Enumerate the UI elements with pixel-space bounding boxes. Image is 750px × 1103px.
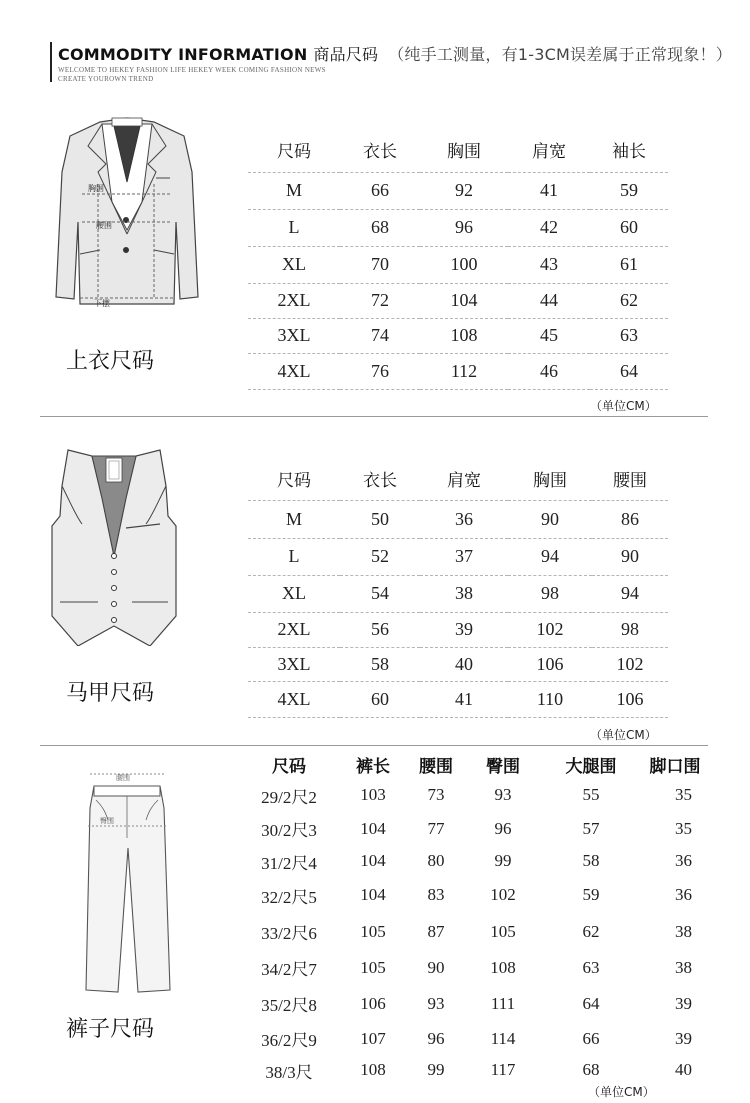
table-row (248, 209, 668, 246)
value-cell: 40 (420, 647, 508, 681)
value-cell: 104 (360, 818, 386, 838)
jacket-waist-label: 腰围 (96, 221, 112, 230)
value-cell: 93 (494, 785, 512, 804)
value-cell: 102 (592, 647, 668, 681)
table-row (248, 538, 668, 575)
value-cell: 39 (420, 612, 508, 647)
col-header: 臀围 (486, 756, 520, 777)
table-row (240, 985, 710, 1022)
value-cell: 117 (490, 1060, 516, 1079)
size-cell: 4XL (248, 353, 340, 389)
size-cell: L (248, 538, 340, 575)
vest-unit-note: （单位CM） (590, 728, 657, 742)
jacket-unit-note: （单位CM） (590, 399, 657, 413)
value-cell: 106 (592, 681, 668, 717)
value-cell: 87 (427, 921, 445, 941)
value-cell: 104 (360, 851, 386, 870)
value-cell: 66 (340, 172, 420, 209)
size-cell: 36/2尺9 (261, 1031, 317, 1050)
size-cell: 31/2尺4 (261, 853, 317, 873)
value-cell: 108 (420, 318, 508, 353)
size-cell: 33/2尺6 (261, 924, 317, 943)
pants-size-label: 裤子尺码 (66, 1017, 155, 1042)
value-cell: 92 (420, 172, 508, 209)
table-row (240, 812, 710, 845)
size-cell: L (248, 209, 340, 246)
value-cell: 94 (508, 538, 592, 575)
value-cell: 64 (582, 993, 600, 1013)
value-cell: 90 (427, 957, 445, 977)
value-cell: 102 (490, 885, 516, 904)
pants-waist-label: 腰围 (116, 774, 130, 782)
value-cell: 96 (420, 209, 508, 246)
value-cell: 50 (340, 500, 420, 538)
jacket-hem-label: 下摆 (94, 299, 110, 308)
size-cell: 30/2尺3 (261, 821, 317, 840)
value-cell: 105 (360, 957, 386, 977)
size-cell: 34/2尺7 (261, 960, 317, 979)
jacket-illustration (52, 112, 202, 312)
table-row (240, 845, 710, 877)
size-cell: 29/2尺2 (261, 787, 317, 807)
value-cell: 62 (582, 921, 600, 941)
value-cell: 59 (582, 885, 600, 904)
value-cell: 96 (494, 818, 512, 838)
col-header: 衣长 (363, 471, 397, 492)
value-cell: 45 (508, 318, 590, 353)
col-header: 腰围 (613, 471, 647, 492)
value-cell: 108 (360, 1060, 386, 1079)
value-cell: 54 (340, 575, 420, 612)
section-divider (40, 416, 708, 417)
value-cell: 42 (508, 209, 590, 246)
value-cell: 58 (340, 647, 420, 681)
value-cell: 64 (590, 353, 668, 389)
value-cell: 70 (340, 246, 420, 283)
value-cell: 46 (508, 353, 590, 389)
value-cell: 58 (582, 851, 600, 870)
jacket-size-table (248, 128, 668, 390)
table-row (240, 1022, 710, 1055)
value-cell: 86 (592, 500, 668, 538)
col-header: 尺码 (272, 756, 306, 777)
col-header: 胸围 (447, 142, 481, 163)
value-cell: 68 (340, 209, 420, 246)
value-cell: 36 (675, 851, 692, 870)
table-row (248, 500, 668, 538)
title-cn: 商品尺码 (313, 45, 379, 64)
value-cell: 36 (420, 500, 508, 538)
subtitle-line-2: CREATE YOUROWN TREND (58, 75, 154, 83)
subtitle-line-1: WELCOME TO HEKEY FASHION LIFE HEKEY WEEK COMING FASHION NEWS (58, 66, 326, 74)
value-cell: 83 (427, 885, 445, 904)
value-cell: 106 (508, 647, 592, 681)
value-cell: 72 (340, 283, 420, 318)
col-header: 腰围 (419, 756, 453, 777)
table-row (248, 283, 668, 318)
size-cell: 4XL (248, 681, 340, 717)
value-cell: 66 (582, 1028, 600, 1048)
pants-unit-note: （单位CM） (588, 1085, 655, 1099)
table-row (248, 681, 668, 717)
value-cell: 102 (508, 612, 592, 647)
value-cell: 96 (427, 1028, 445, 1048)
value-cell: 63 (590, 318, 668, 353)
jacket-header-row (248, 128, 668, 172)
value-cell: 74 (340, 318, 420, 353)
value-cell: 52 (340, 538, 420, 575)
size-cell: M (248, 172, 340, 209)
size-cell: 3XL (248, 318, 340, 353)
value-cell: 68 (582, 1060, 600, 1079)
header-accent-bar (50, 42, 52, 82)
vest-header-row (248, 458, 668, 500)
value-cell: 37 (420, 538, 508, 575)
table-row (248, 172, 668, 209)
value-cell: 40 (675, 1060, 692, 1079)
col-header: 尺码 (277, 471, 311, 492)
value-cell: 38 (675, 957, 692, 977)
value-cell: 105 (490, 921, 516, 941)
value-cell: 100 (420, 246, 508, 283)
table-row (248, 318, 668, 353)
value-cell: 106 (360, 993, 386, 1013)
size-cell: 35/2尺8 (261, 996, 317, 1015)
table-row (240, 950, 710, 985)
value-cell: 35 (675, 818, 692, 838)
value-cell: 39 (675, 993, 692, 1013)
vest-illustration (46, 446, 182, 646)
value-cell: 80 (427, 851, 445, 870)
measurement-note: （纯手工测量，有1-3CM误差属于正常现象！） (388, 45, 732, 64)
value-cell: 111 (490, 993, 516, 1013)
value-cell: 36 (675, 885, 692, 904)
value-cell: 38 (675, 921, 692, 941)
value-cell: 94 (592, 575, 668, 612)
table-row (248, 647, 668, 681)
value-cell: 38 (420, 575, 508, 612)
value-cell: 108 (490, 957, 516, 977)
vest-size-label: 马甲尺码 (66, 681, 155, 706)
value-cell: 90 (592, 538, 668, 575)
value-cell: 73 (427, 785, 445, 804)
col-header: 袖长 (612, 142, 646, 163)
value-cell: 41 (420, 681, 508, 717)
value-cell: 103 (360, 785, 386, 804)
table-row (240, 778, 710, 812)
col-header: 脚口围 (649, 756, 701, 777)
value-cell: 90 (508, 500, 592, 538)
value-cell: 104 (360, 885, 386, 904)
col-header: 肩宽 (447, 471, 481, 492)
col-header: 裤长 (356, 756, 390, 777)
value-cell: 114 (490, 1028, 516, 1048)
size-cell: XL (248, 575, 340, 612)
jacket-size-label: 上衣尺码 (66, 349, 155, 374)
table-row (240, 877, 710, 913)
value-cell: 98 (508, 575, 592, 612)
value-cell: 35 (675, 785, 692, 804)
value-cell: 76 (340, 353, 420, 389)
size-cell: 32/2尺5 (261, 887, 317, 907)
value-cell: 60 (340, 681, 420, 717)
col-header: 胸围 (533, 471, 567, 492)
value-cell: 44 (508, 283, 590, 318)
value-cell: 43 (508, 246, 590, 283)
page-title (58, 42, 732, 65)
value-cell: 110 (508, 681, 592, 717)
value-cell: 77 (427, 818, 445, 838)
table-row (248, 612, 668, 647)
size-cell: XL (248, 246, 340, 283)
value-cell: 41 (508, 172, 590, 209)
section-divider (40, 745, 708, 746)
value-cell: 63 (582, 957, 600, 977)
value-cell: 105 (360, 921, 386, 941)
size-cell: M (248, 500, 340, 538)
value-cell: 60 (590, 209, 668, 246)
value-cell: 55 (582, 785, 600, 804)
value-cell: 93 (427, 993, 445, 1013)
value-cell: 98 (592, 612, 668, 647)
value-cell: 104 (420, 283, 508, 318)
jacket-chest-label: 胸围 (88, 184, 104, 193)
pants-header-row (240, 750, 710, 778)
value-cell: 99 (427, 1060, 445, 1079)
table-row (240, 1055, 710, 1085)
col-header: 大腿围 (565, 756, 617, 777)
pants-size-table (240, 750, 710, 1085)
value-cell: 112 (420, 353, 508, 389)
value-cell: 61 (590, 246, 668, 283)
table-row (240, 913, 710, 950)
value-cell: 107 (360, 1028, 386, 1048)
col-header: 尺码 (277, 142, 311, 163)
size-cell: 3XL (248, 647, 340, 681)
size-cell: 2XL (248, 612, 340, 647)
pants-illustration (66, 768, 186, 998)
table-row (248, 246, 668, 283)
value-cell: 57 (582, 818, 600, 838)
table-row (248, 353, 668, 389)
value-cell: 59 (590, 172, 668, 209)
size-cell: 2XL (248, 283, 340, 318)
value-cell: 56 (340, 612, 420, 647)
size-cell: 38/3尺 (265, 1062, 313, 1082)
vest-size-table (248, 458, 668, 718)
col-header: 衣长 (363, 142, 397, 163)
col-header: 肩宽 (532, 142, 566, 163)
pants-hip-label: 臀围 (100, 817, 114, 825)
value-cell: 62 (590, 283, 668, 318)
title-en: COMMODITY INFORMATION (58, 45, 308, 64)
value-cell: 99 (494, 851, 512, 870)
table-row (248, 575, 668, 612)
value-cell: 39 (675, 1028, 692, 1048)
